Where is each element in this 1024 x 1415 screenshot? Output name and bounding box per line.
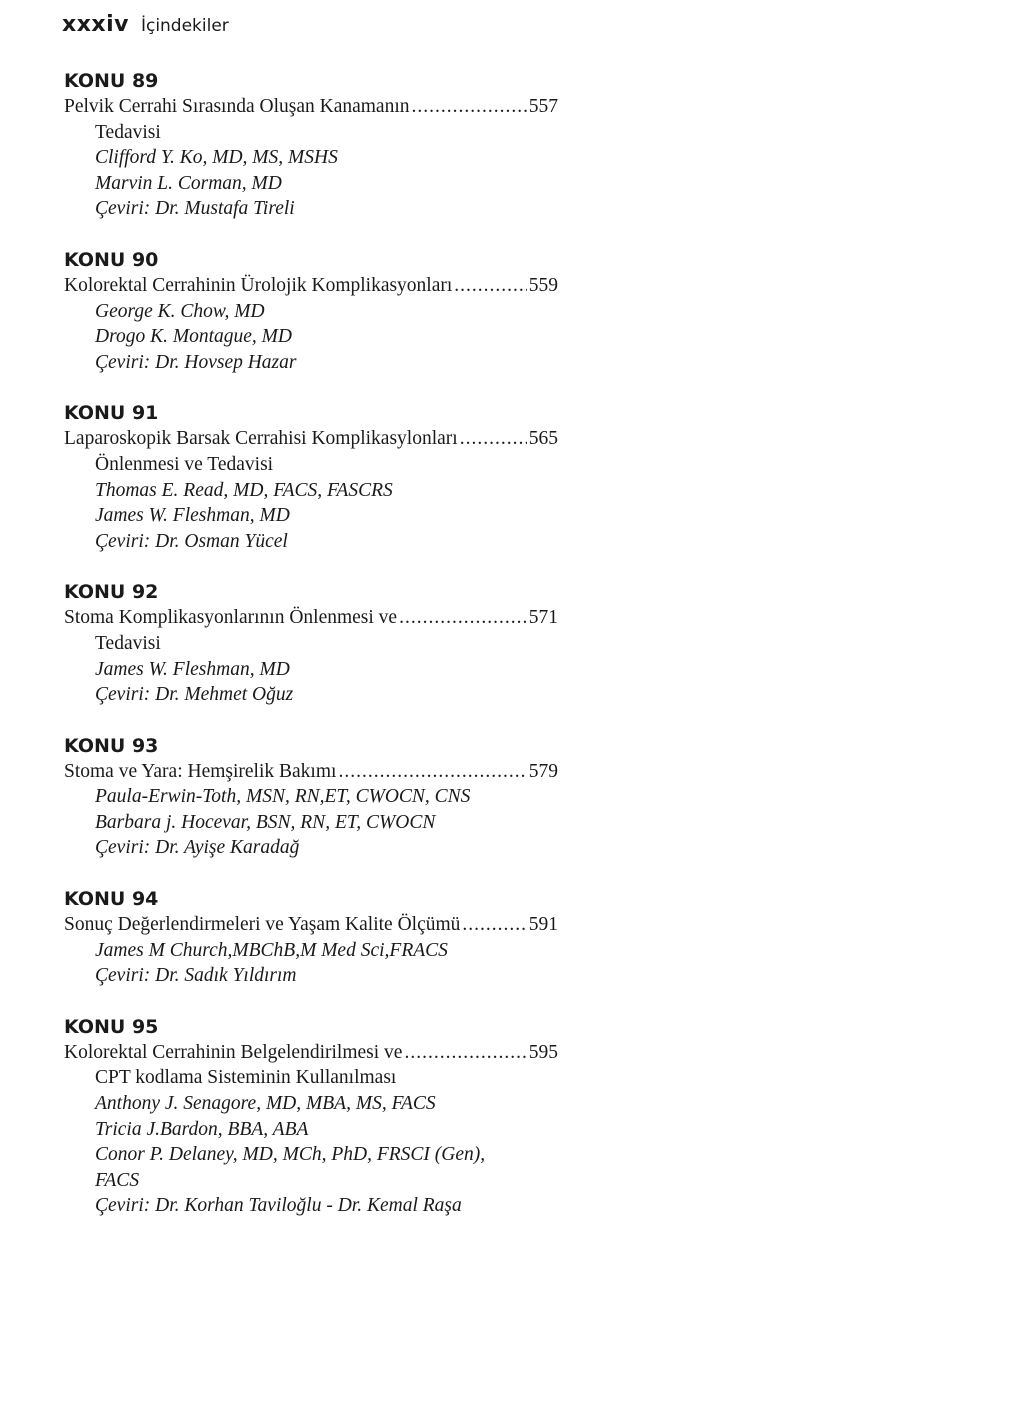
translator-credit: Çeviri: Dr. Sadık Yıldırım (95, 965, 297, 987)
chapter-title-row (64, 605, 558, 631)
translator-credit: Çeviri: Dr. Mehmet Oğuz (95, 684, 294, 706)
chapter-title[interactable]: Sonuç Değerlendirmeleri ve Yaşam Kalite Ölçümü (64, 914, 461, 936)
author-name: Marvin L. Corman, MD (95, 172, 282, 194)
author-name: Tricia J.Bardon, BBA, ABA (95, 1118, 309, 1140)
author-name: Barbara j. Hocevar, BSN, RN, ET, CWOCN (95, 811, 436, 833)
dot-leader (412, 94, 527, 120)
toc-entry (64, 1014, 564, 1219)
chapter-title-row (64, 426, 558, 452)
author-name: James W. Fleshman, MD (95, 658, 290, 680)
chapter-title-row (64, 273, 558, 299)
table-of-contents (64, 68, 564, 1244)
page-reference: 557 (528, 96, 558, 117)
chapter-label: KONU 92 (64, 581, 159, 604)
page-title: İçindekiler (140, 16, 229, 36)
author-name: James W. Fleshman, MD (95, 505, 290, 527)
chapter-label: KONU 95 (64, 1015, 159, 1038)
dot-leader (460, 426, 527, 452)
author-name: Clifford Y. Ko, MD, MS, MSHS (95, 147, 338, 169)
chapter-label: KONU 91 (64, 402, 159, 425)
toc-entry (64, 400, 564, 554)
chapter-label: KONU 90 (64, 248, 159, 271)
page-reference: 559 (528, 274, 558, 296)
toc-entry (64, 68, 564, 222)
translator-credit: Çeviri: Dr. Osman Yücel (95, 530, 288, 552)
chapter-title-row (64, 94, 558, 120)
toc-entry (64, 247, 564, 375)
page-reference: 571 (528, 607, 558, 629)
chapter-title[interactable]: Stoma ve Yara: Hemşirelik Bakımı (64, 760, 337, 782)
author-name: Anthony J. Senagore, MD, MBA, MS, FACS (95, 1093, 436, 1115)
dot-leader (399, 605, 527, 631)
chapter-label: KONU 89 (64, 70, 159, 92)
toc-entry (64, 733, 564, 861)
translator-credit: Çeviri: Dr. Korhan Taviloğlu - Dr. Kemal Raşa (95, 1195, 462, 1217)
chapter-title[interactable]: Stoma Komplikasyonlarının Önlenmesi ve (64, 607, 398, 629)
author-name: George K. Chow, MD (95, 300, 265, 322)
page-reference: 565 (528, 428, 558, 450)
author-name: James M Church,MBChB,M Med Sci,FRACS (95, 939, 448, 961)
dot-leader (454, 273, 526, 299)
page-reference: 591 (528, 914, 558, 936)
toc-entry (64, 579, 564, 707)
dot-leader (404, 1040, 526, 1066)
chapter-title[interactable]: Laparoskopik Barsak Cerrahisi Komplikasylonları (64, 428, 458, 450)
chapter-title[interactable]: Pelvik Cerrahi Sırasında Oluşan Kanamanın (64, 96, 410, 117)
toc-entry (64, 886, 564, 989)
translator-credit: Çeviri: Dr. Mustafa Tireli (95, 198, 295, 220)
chapter-title-continuation: Tedavisi (95, 632, 161, 654)
chapter-title-row (64, 1040, 558, 1066)
translator-credit: Çeviri: Dr. Ayişe Karadağ (95, 837, 300, 859)
page-header (62, 12, 229, 46)
chapter-title-row (64, 759, 558, 785)
page-reference: 579 (528, 760, 558, 782)
translator-credit: Çeviri: Dr. Hovsep Hazar (95, 351, 297, 373)
author-name: Thomas E. Read, MD, FACS, FASCRS (95, 479, 393, 501)
chapter-title-continuation: Tedavisi (95, 121, 161, 143)
chapter-title-continuation: Önlenmesi ve Tedavisi (95, 453, 274, 475)
dot-leader (462, 912, 526, 938)
page-reference: 595 (528, 1041, 558, 1063)
chapter-title-continuation: CPT kodlama Sisteminin Kullanılması (95, 1067, 397, 1089)
author-name: Conor P. Delaney, MD, MCh, PhD, FRSCI (Gen), (95, 1144, 486, 1166)
page-number: xxxiv (62, 12, 129, 37)
dot-leader (338, 759, 526, 785)
chapter-title-row (64, 912, 558, 938)
author-name: Drogo K. Montague, MD (95, 326, 292, 348)
chapter-title[interactable]: Kolorektal Cerrahinin Ürolojik Komplikasyonları (64, 274, 453, 296)
chapter-label: KONU 93 (64, 734, 159, 757)
author-name: FACS (95, 1169, 140, 1191)
chapter-title[interactable]: Kolorektal Cerrahinin Belgelendirilmesi ve (64, 1041, 403, 1063)
author-name: Paula-Erwin-Toth, MSN, RN,ET, CWOCN, CNS (95, 786, 471, 808)
chapter-label: KONU 94 (64, 888, 159, 911)
